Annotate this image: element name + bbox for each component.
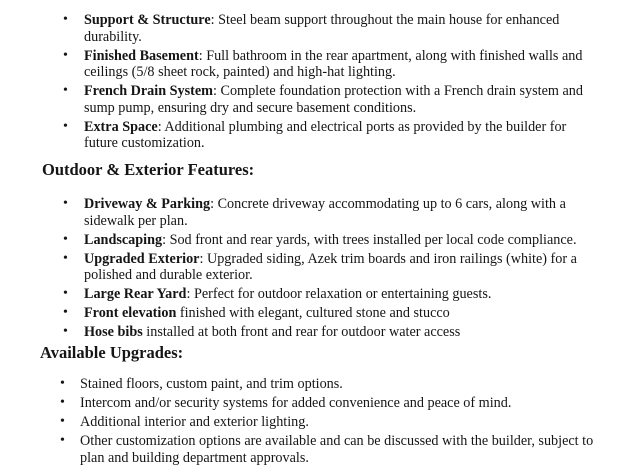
bullet-icon: • <box>63 196 68 211</box>
item-text: Additional interior and exterior lighting. <box>80 414 309 430</box>
list-item <box>0 414 640 431</box>
bullet-icon: • <box>63 305 68 320</box>
item-term: French Drain System <box>84 83 213 99</box>
list-item <box>0 196 640 229</box>
item-text: : Additional plumbing and electrical ports as provided by the builder for future customization. <box>84 118 567 151</box>
item-text: : Upgraded siding, Azek trim boards and iron railings (white) for a polished and durable exterior. <box>84 250 577 283</box>
item-text: finished with elegant, cultured stone and stucco <box>176 305 450 321</box>
list-item <box>0 232 640 249</box>
item-term: Driveway & Parking <box>84 196 211 212</box>
item-term: Front elevation <box>84 305 177 321</box>
list-item <box>0 305 640 322</box>
list-item <box>0 324 640 341</box>
list-item <box>0 286 640 303</box>
upgrades-heading: Available Upgrades: <box>40 343 184 362</box>
bullet-icon: • <box>63 118 68 134</box>
bullet-icon: • <box>63 286 68 301</box>
bullet-icon: • <box>63 47 68 63</box>
item-text: Other customization options are available and can be discussed with the builder, subject to plan and building department approvals. <box>80 433 594 466</box>
bullet-icon: • <box>63 250 68 266</box>
item-text: Intercom and/or security systems for added convenience and peace of mind. <box>80 395 512 411</box>
bullet-icon: • <box>60 395 65 410</box>
bullet-icon: • <box>60 376 65 391</box>
bullet-icon: • <box>63 83 68 98</box>
bullet-icon: • <box>63 231 68 247</box>
list-item <box>0 119 640 152</box>
item-term: Large Rear Yard <box>84 286 187 302</box>
outdoor-heading: Outdoor & Exterior Features: <box>42 160 255 179</box>
upgrades-list <box>0 376 640 466</box>
outdoor-section <box>0 196 640 343</box>
item-term: Landscaping <box>84 231 163 248</box>
item-text: : Perfect for outdoor relaxation or entertaining guests. <box>186 286 492 302</box>
bullet-icon: • <box>63 12 68 27</box>
list-item <box>0 48 640 81</box>
item-text: : Steel beam support throughout the main house for enhanced durability. <box>84 12 560 45</box>
list-item <box>0 395 640 412</box>
list-item <box>0 376 640 393</box>
item-term: Support & Structure <box>84 12 211 28</box>
upgrades-section <box>0 376 640 469</box>
item-text: : Concrete driveway accommodating up to 6 cars, along with a sidewalk per plan. <box>84 196 566 229</box>
structure-list <box>0 12 640 152</box>
item-term: Hose bibs <box>84 324 143 340</box>
item-term: Upgraded Exterior <box>84 250 200 267</box>
item-text: Stained floors, custom paint, and trim options. <box>80 376 343 392</box>
list-item <box>0 12 640 45</box>
list-item <box>0 433 640 466</box>
structure-section <box>0 12 640 152</box>
list-item <box>0 83 640 116</box>
item-text: : Sod front and rear yards, with trees installed per local code compliance. <box>162 231 577 248</box>
bullet-icon: • <box>63 324 68 339</box>
item-term: Finished Basement <box>84 47 199 64</box>
item-text: : Complete foundation protection with a French drain system and sump pump, ensuring dry and secure basement conditions. <box>84 83 583 116</box>
bullet-icon: • <box>60 414 65 429</box>
outdoor-list <box>0 196 640 341</box>
item-text: : Full bathroom in the rear apartment, along with finished walls and ceilings (5/8 sheet rock, painted) and high-hat lighting. <box>84 47 583 80</box>
bullet-icon: • <box>60 433 65 448</box>
item-term: Extra Space <box>84 118 158 135</box>
item-text: installed at both front and rear for outdoor water access <box>142 324 461 340</box>
list-item <box>0 251 640 284</box>
